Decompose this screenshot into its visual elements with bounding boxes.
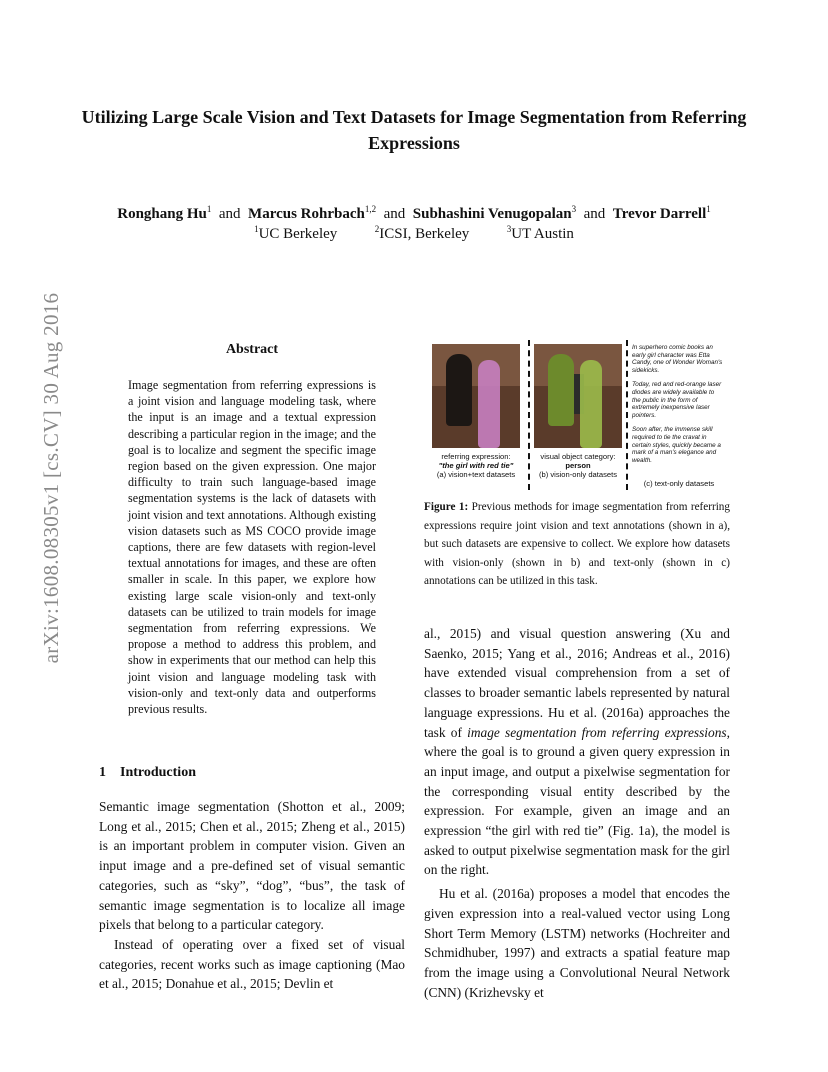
affiliation-mark: 1 (206, 204, 212, 214)
figure-text-only-samples (632, 344, 724, 471)
arxiv-stamp: arXiv:1608.08305v1 [cs.CV] 30 Aug 2016 (39, 292, 63, 664)
paragraph: Hu et al. (2016a) proposes a model that encodes the given expression into a real-valued vector using Long Short Term Memory (LSTM) networks (Hochreiter and Schmidhuber, 1997) and extracts a spatial feature map from the image using a Convolutional Neural Network (CNN) (Krizhevsky et (424, 886, 730, 1000)
label-line: (b) vision-only datasets (538, 470, 618, 479)
author-name: Trevor Darrell (612, 206, 707, 222)
figure-label-b (530, 452, 626, 479)
author-name: Subhashini Venugopalan (412, 206, 572, 222)
caption-text: Previous methods for image segmentation from referring expressions require joint vision and text annotations (shown in a), but such datasets are expensive to collect. We explore how datasets with vision-only (shown in b) and text-only (shown in c) annotations can be utilized in this task. (424, 501, 730, 588)
affiliation-mark: 1 (254, 224, 259, 234)
author-separator: and (218, 206, 241, 222)
paragraph (424, 624, 730, 880)
label-line: referring expression: (441, 452, 511, 461)
caption-label: Figure 1: (424, 501, 469, 513)
figure-image-vision-text (432, 344, 520, 448)
affiliation-mark: 3 (571, 204, 577, 214)
figure-label-a (428, 452, 524, 479)
author-name: Marcus Rohrbach (248, 206, 365, 222)
text-sample: In superhero comic books an early girl character was Etta Candy, one of Wonder Woman's sidekicks. (632, 344, 723, 374)
paragraph: Instead of operating over a fixed set of visual categories, recent works such as image captioning (Mao et al., 2015; Donahue et al., 2015; Devlin et (99, 936, 405, 992)
figure-1 (428, 340, 728, 490)
emphasis: image segmentation from referring expressions (467, 724, 727, 740)
affiliation-mark: 2 (374, 224, 380, 234)
affiliation-mark: 1 (706, 204, 711, 214)
paragraph: Semantic image segmentation (Shotton et al., 2009; Long et al., 2015; Chen et al., 2015; Zheng et al., 2015) is an important problem in computer vision. Given an input image and a pre-defined set of visual semantic categories, such as “sky”, “dog”, “bus”, the task of semantic image segmentation is to localize all image pixels that belong to a particular category. (99, 799, 405, 933)
affiliation-mark: 3 (506, 224, 512, 234)
figure-divider (626, 340, 628, 490)
author-names (40, 204, 788, 224)
text-run: al., 2015) and visual question answering (Xu and Saenko, 2015; Yang et al., 2016; Andreas et al., 2016) have extended visual comprehension from a set of classes to broader semantic labels represented by natural language expressions. Hu et al. (2016a) approaches the task of (424, 626, 730, 740)
abstract-heading: Abstract (225, 342, 279, 357)
figure-image-vision-only (534, 344, 622, 448)
author-separator: and (383, 206, 406, 222)
affiliations (40, 224, 788, 244)
left-column (99, 797, 405, 994)
label-line: person (565, 461, 591, 470)
author-block (40, 204, 788, 244)
section-heading (99, 765, 196, 781)
label-line: visual object category: (540, 452, 616, 461)
affiliation: ICSI, Berkeley (379, 226, 470, 242)
figure-caption (424, 498, 730, 591)
text-sample: Today, red and red-orange laser diodes are widely available to the public in the form of extremely inexpensive laser pointers. (632, 381, 722, 419)
label-line: (a) vision+text datasets (436, 470, 516, 479)
right-column (424, 624, 730, 1002)
abstract-text: Image segmentation from referring expressions is a joint vision and language modeling task, where the input is an image and a textual expression describing a particular region in the image; and the goal is to localize and segment the specific image region based on the given expression. One major difficulty to train such language-based image segmentation systems is the lack of datasets with joint vision and text annotations. Although existing vision datasets such as MS COCO provide image captions, there are few datasets with region-level textual annotations for images, and these are often smaller in scale. In this paper, we explore how existing large scale vision-only and text-only datasets can be utilized to train models for image segmentation from referring expressions. We propose a method to address this problem, and show in experiments that our method can help this joint vision and language modeling task with vision-only and text-only data and outperforms previous results. (128, 378, 376, 717)
section-title: Introduction (120, 765, 196, 780)
author-separator: and (583, 206, 606, 222)
text-sample: Soon after, the immense skill required to tie the cravat in certain styles, quickly became a mark of a man's elegance and wealth. (632, 426, 721, 464)
figure-label-c: (c) text-only datasets (643, 479, 715, 488)
label-line: "the girl with red tie" (438, 461, 514, 470)
paper-title: Utilizing Large Scale Vision and Text Datasets for Image Segmentation from Referring Expressions (81, 107, 747, 153)
affiliation-mark: 1,2 (364, 204, 377, 214)
author-name: Ronghang Hu (117, 206, 207, 222)
affiliation: UC Berkeley (258, 226, 338, 242)
text-run: , where the goal is to ground a given query expression in an input image, and output a pixelwise segmentation for the corresponding visual entity described by the expression. For example, given an image and an expression “the girl with red tie” (Fig. 1a), the model is asked to output pixelwise segmentation mask for the girl on the right. (424, 724, 730, 878)
affiliation: UT Austin (511, 226, 574, 242)
section-number: 1 (99, 765, 106, 780)
